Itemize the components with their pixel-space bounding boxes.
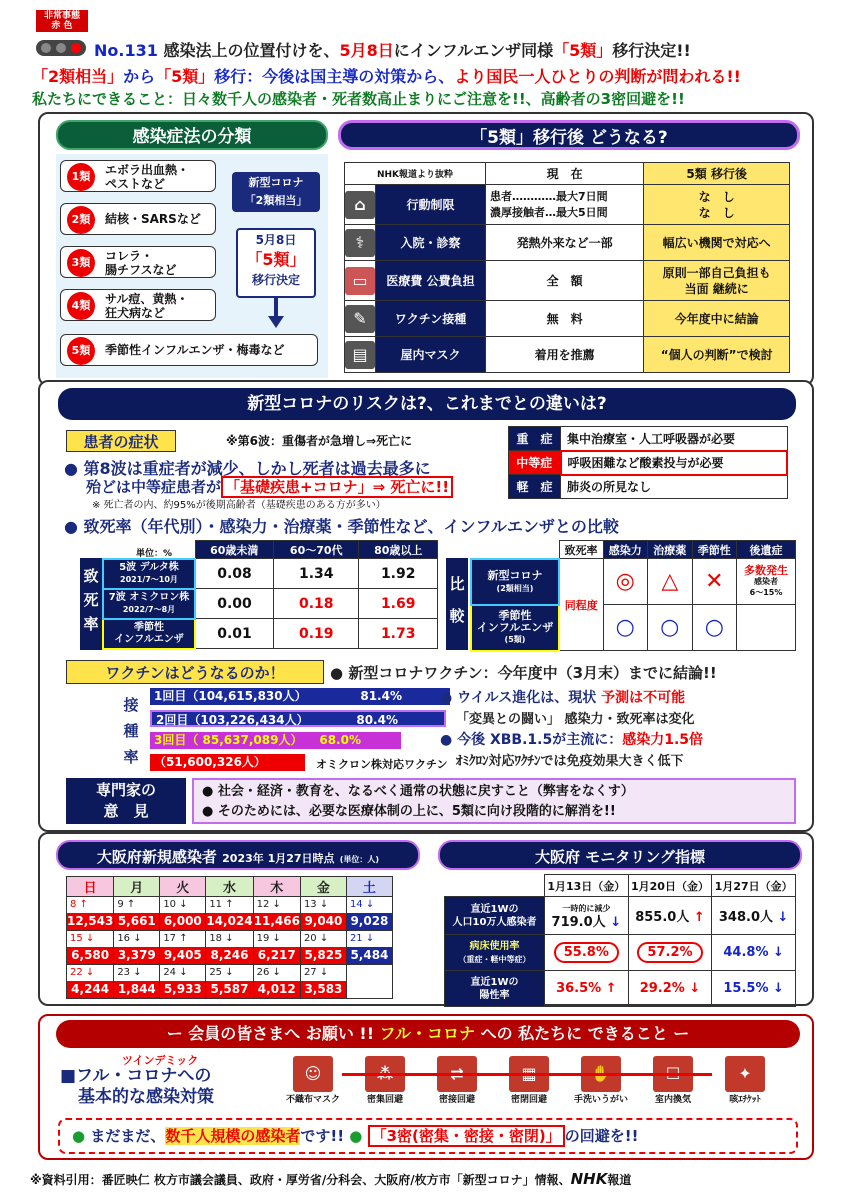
hospital-bed-icon: ▭	[345, 267, 375, 295]
calendar-cell	[346, 965, 392, 999]
basic-measures: ■フル・コロナへの 基本的な感染対策	[60, 1066, 214, 1107]
calendar-value: 5,825	[301, 947, 346, 964]
class-2: 2類 結核・SARSなど	[60, 203, 216, 235]
calendar-value: 9,040	[301, 913, 346, 930]
compare-side-label: 比較	[446, 558, 468, 650]
vaccine-points: ● ウイルス進化は、現状 予測は不可能 「変異との闘い」 感染力・致死率は変化 ● 今後 XBB.1.5が主流に：感染力1.5倍 ｵﾐｸﾛﾝ対応ﾜｸﾁﾝでは免疫効果大きく低下	[440, 690, 704, 769]
calendar-cell	[160, 931, 206, 965]
calendar-cell	[67, 965, 114, 999]
calendar-value: 6,217	[254, 947, 300, 964]
icons-divider	[342, 1073, 712, 1076]
transition-box: 5月8日 「5類」 移行決定	[236, 228, 316, 298]
doctor-icon: ⚕	[345, 229, 375, 257]
calendar-cell	[300, 965, 346, 999]
compare-text: ● 致死率（年代別）・感染力・治療薬・季節性など、インフルエンザとの比較	[64, 517, 619, 536]
arrow-head-icon	[268, 316, 284, 328]
vaccine-side-label: 接種率	[120, 686, 142, 772]
dose-bar: 1回目（104,615,830人） 81.4%	[150, 688, 450, 705]
calendar-date: 15 ↓	[70, 933, 95, 944]
after-table: NHK報道より抜粋 現 在 5類 移行後 ⌂ 行動制限 患者…………最大7日間 濃厚接触者…最大5日間 な し な し ⚕ 入院・診察 発熱外来など一部 幅広い機関で対応へ ▭ 医療費 公費負担 全 額 原則一部自己負担も 当面 継続に ✎ ワクチン接種 無 料 今年度中に結論 ▤ 屋内マスク 着用を推薦 “個人の判断”で検討	[344, 162, 790, 373]
calendar-cell	[67, 897, 114, 931]
calendar-date: 19 ↓	[256, 933, 281, 944]
calendar-date: 10 ↓	[163, 899, 188, 910]
calendar-value: 14,024	[206, 914, 253, 928]
calendar-cell	[346, 931, 392, 965]
twindemic-label: ツインデミック	[122, 1054, 199, 1067]
calendar-date: 18 ↓	[209, 933, 234, 944]
calendar-day-header: 木	[253, 877, 300, 897]
calendar-value: 11,466	[253, 914, 300, 928]
symptom-label: 患者の症状	[66, 430, 176, 452]
measure-item: 手洗いうがい	[566, 1056, 636, 1105]
classification-title: 感染症法の分類	[56, 120, 328, 150]
calendar-value: 8,246	[206, 947, 252, 964]
calendar-cell	[160, 897, 206, 931]
source-footer: ※資料引用：番匠映仁 枚方市議会議員、政府・厚労省/分科会、大阪府/枚方市「新型コロナ」情報、NHK報道	[30, 1170, 632, 1188]
monitor-title: 大阪府 モニタリング指標	[438, 840, 802, 870]
class-3: 3類 コレラ・ 腸チフスなど	[60, 246, 216, 278]
risk-section	[38, 380, 814, 832]
calendar-cell	[300, 931, 346, 965]
osaka-new-title: 大阪府新規感染者 2023年 1月27日時点 (単位：人)	[56, 840, 420, 870]
expert-label: 専門家の 意 見	[66, 778, 186, 824]
calendar-date: 12 ↓	[256, 899, 281, 910]
emergency-badge: 非常事態 赤 色	[36, 10, 88, 32]
request-footer-box: ● まだまだ、数千人規模の感染者です!! ● 「3密(密集・密接・密閉)」 の回避を!!	[58, 1118, 798, 1154]
osaka-section	[38, 832, 814, 1006]
severity-table: 重 症 集中治療室・人工呼吸器が必要 中等症 呼吸困難など酸素投与が必要 軽 症 肺炎の所見なし	[508, 426, 788, 499]
main-cause: 殆どは中等症患者が 「基礎疾患+コロナ」⇒ 死亡に!!	[86, 476, 453, 497]
request-section	[38, 1014, 814, 1160]
calendar-value: 9,028	[347, 913, 392, 930]
dose-bar: 2回目（103,226,434人） 80.4%	[150, 710, 446, 727]
class-1: 1類 エボラ出血熱・ ペストなど	[60, 160, 216, 192]
nhk-logo: NHK	[570, 1170, 608, 1188]
calendar-date: 25 ↓	[209, 967, 234, 978]
calendar-cell	[253, 965, 300, 999]
classification-section	[38, 112, 814, 386]
header	[30, 8, 830, 108]
headline-2: 「2類相当」から「5類」移行：今後は国主導の対策から、より国民一人ひとりの判断が問われる!!	[32, 67, 741, 86]
vaccine-label: ワクチンはどうなるのか！	[66, 660, 324, 684]
calendar-cell	[114, 897, 160, 931]
dose-bar: （51,600,326人） %	[150, 754, 305, 771]
calendar-date: 16 ↓	[117, 933, 142, 944]
measure-icons	[278, 1056, 798, 1114]
calendar-value: 4,244	[67, 981, 113, 998]
calendar-date: 26 ↓	[256, 967, 281, 978]
calendar-day-header: 金	[300, 877, 346, 897]
calendar-value: 3,583	[301, 981, 346, 998]
calendar-date: 22 ↓	[70, 967, 95, 978]
calendar-value: 1,844	[114, 981, 159, 998]
calendar-cell	[253, 897, 300, 931]
calendar-cell	[67, 931, 114, 965]
request-title: ー 会員の皆さまへ お願い !! フル・コロナ への 私たちに できること ー	[56, 1020, 800, 1048]
calendar-date: 20 ↓	[303, 933, 329, 944]
calendar-cell	[300, 897, 346, 931]
calendar-date: 24 ↓	[163, 967, 188, 978]
calendar-cell	[160, 965, 206, 999]
calendar-value: 4,012	[254, 981, 300, 998]
current-class-box: 新型コロナ 「2類相当」	[232, 172, 320, 212]
calendar-date: 27 ↓	[303, 967, 329, 978]
calendar-date: 9 ↑	[117, 899, 136, 910]
compare-table: 致死率 感染力 治療薬 季節性 後遺症 新型コロナ (2類相当) 同程度 ◎ △ ✕ 多数発生 感染者 6～15% 季節性 インフルエンザ (5類) ○ ○ ○	[470, 540, 796, 652]
infection-calendar	[66, 876, 393, 999]
calendar-value: 3,379	[114, 947, 159, 964]
calendar-cell	[253, 931, 300, 965]
class-4: 4類 サル痘、黄熱・ 狂犬病など	[60, 289, 216, 321]
measure-item: 室内換気	[638, 1056, 708, 1105]
calendar-day-header: 火	[160, 877, 206, 897]
measure-item: ✦ 咳ｴﾁｹｯﾄ	[710, 1056, 780, 1105]
calendar-cell	[206, 965, 253, 999]
calendar-date: 13 ↓	[303, 899, 329, 910]
calendar-date: 17 ↑	[163, 933, 188, 944]
traffic-light-icon	[36, 40, 86, 56]
calendar-date: 23 ↓	[117, 967, 142, 978]
after-title: 「5類」移行後 どうなる?	[338, 120, 800, 150]
class-5: 5類 季節性インフルエンザ・梅毒など	[60, 334, 318, 366]
calendar-day-header: 月	[114, 877, 160, 897]
calendar-date: 8 ↑	[70, 899, 88, 910]
death-note: ※ 死亡者の内、約95%が後期高齢者（基礎疾患のある方が多い）	[92, 500, 386, 511]
mortality-table: 60歳未満 60～70代 80歳以上 5波 デルタ株 2021/7～10月 0.08 1.34 1.92 7波 オミクロン株 2022/7～8月 0.00 0.18 1.69 季節性 インフルエンザ 0.01 0.19 1.73	[102, 540, 438, 650]
calendar-cell	[346, 897, 392, 931]
calendar-value: 9,405	[160, 947, 205, 964]
measure-item: 密集回避	[350, 1056, 420, 1105]
mask-icon: ▤	[345, 341, 375, 369]
calendar-value: 6,580	[67, 947, 113, 964]
wave8-text: ● 第8波は重症者が減少、しかし死者は過去最多に	[64, 459, 431, 478]
mask-icon: ☺	[293, 1056, 333, 1092]
house-icon: ⌂	[345, 191, 375, 219]
calendar-date: 21 ↓	[349, 933, 375, 944]
cough-icon: ✦	[725, 1056, 765, 1092]
vaccine-headline: ● 新型コロナワクチン：今年度中（3月末）までに結論!!	[330, 664, 717, 682]
headline-3: 私たちにできること：日々数千人の感染者・死者数高止まりにご注意を!!、高齢者の3密回避を!!	[32, 90, 685, 108]
classification-panel	[56, 154, 328, 378]
mortality-side-label: 致死率	[80, 558, 102, 650]
calendar-cell	[206, 931, 253, 965]
calendar-day-header: 水	[206, 877, 253, 897]
calendar-value: 12,543	[67, 914, 114, 928]
calendar-value: 5,484	[347, 947, 392, 964]
monitor-table: 1月13日（金） 1月20日（金） 1月27日（金） 直近1Wの 人口10万人感染者 一時的に減少 719.0人 ↓ 855.0人 ↑ 348.0人 ↓ 病床使用率 （重症・軽中等症） 55.8% 57.2% 44.8% ↓ 直近1Wの 陽性率 36.5% ↑ 29.2% ↓ 15.5% ↓	[444, 874, 796, 1007]
calendar-value: 5,587	[206, 981, 252, 998]
measure-item: 密接回避	[422, 1056, 492, 1105]
calendar-date: 11 ↑	[209, 899, 234, 910]
headline-1: No.131 感染法上の位置付けを、5月8日にインフルエンザ同様「5類」移行決定!!	[94, 41, 691, 60]
calendar-value: 5,661	[114, 913, 159, 930]
calendar-day-header: 日	[67, 877, 114, 897]
mortality-unit: 単位：%	[136, 549, 173, 559]
arrow-down-icon	[274, 298, 278, 318]
wave6-note: ※第6波：重傷者が急増し⇒死亡に	[226, 434, 413, 448]
calendar-value: 5,933	[160, 981, 205, 998]
calendar-cell	[114, 931, 160, 965]
expert-opinion: ● 社会・経済・教育を、なるべく通常の状態に戻すこと（弊害をなくす） ● そのためには、必要な医療体制の上に、5類に向け段階的に解消を!!	[192, 778, 796, 824]
measure-item: 密閉回避	[494, 1056, 564, 1105]
calendar-cell	[206, 897, 253, 931]
calendar-day-header: 土	[346, 877, 392, 897]
syringe-icon: ✎	[345, 305, 375, 333]
omicron-vaccine-label: オミクロン株対応ワクチン	[316, 758, 448, 771]
risk-title: 新型コロナのリスクは?、これまでとの違いは?	[58, 388, 796, 420]
dose-bar: 3回目（ 85,637,089人） 68.0%	[150, 732, 401, 749]
measure-item: ☺ 不織布マスク	[278, 1056, 348, 1105]
vaccine-bars	[150, 688, 460, 786]
calendar-value: 6,000	[160, 913, 205, 930]
calendar-cell	[114, 965, 160, 999]
calendar-date: 14 ↓	[349, 899, 375, 910]
